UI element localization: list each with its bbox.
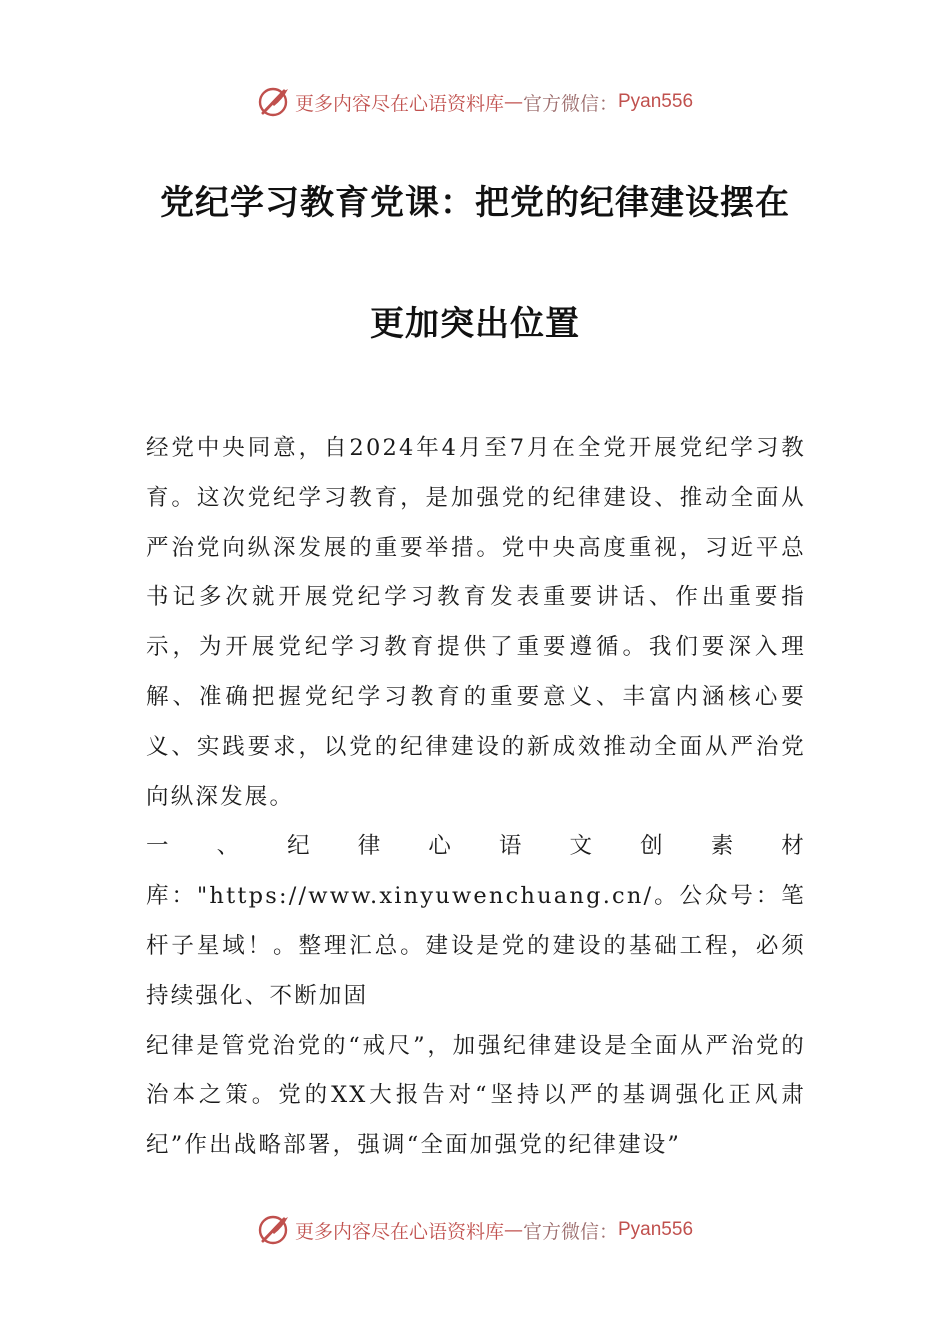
- header-watermark-banner: [0, 82, 950, 122]
- quill-logo-icon: [257, 85, 291, 119]
- document-body: [146, 424, 806, 1171]
- footer-watermark-banner: [0, 1210, 950, 1250]
- document-title-line-1: 党纪学习教育党课：把党的纪律建设摆在: [160, 183, 790, 223]
- banner-wechat-label: 官方微信：: [522, 92, 618, 115]
- paragraph-intro: 经党中央同意，自2024年4月至7月在全党开展党纪学习教育。这次党纪学习教育，是加强党的纪律建设、推动全面从严治党向纵深发展的重要举措。党中央高度重视，习近平总书记多次就开展党纪学习教育发表重要讲话、作出重要指示，为开展党纪学习教育提供了重要遵循。我们要深入理解、准确把握党纪学习教育的重要意义、丰富内涵核心要义、实践要求，以党的纪律建设的新成效推动全面从严治党向纵深发展。: [146, 435, 806, 810]
- banner-text: 更多内容尽在心语资料库: [294, 92, 504, 115]
- banner-dash: —: [503, 1219, 523, 1241]
- banner-account: Pyan556: [618, 91, 694, 112]
- quill-logo-icon: [257, 1213, 291, 1247]
- paragraph-section-one-heading: 一、纪律心语文创素材库："https://www.xinyuwenchuang.cn/。公众号：笔杆子星域！。整理汇总。建设是党的建设的基础工程，必须持续强化、不断加固: [146, 833, 806, 1009]
- banner-wechat-label: 官方微信：: [522, 1220, 618, 1243]
- document-title-line-2: 更加突出位置: [370, 304, 580, 344]
- paragraph-discipline: 纪律是管党治党的“戒尺”，加强纪律建设是全面从严治党的治本之策。党的XX大报告对“坚持以严的基调强化正风肃纪”作出战略部署，强调“全面加强党的纪律建设”: [146, 1032, 806, 1159]
- banner-dash: —: [503, 91, 523, 113]
- banner-account: Pyan556: [618, 1219, 694, 1240]
- banner-text: 更多内容尽在心语资料库: [294, 1220, 504, 1243]
